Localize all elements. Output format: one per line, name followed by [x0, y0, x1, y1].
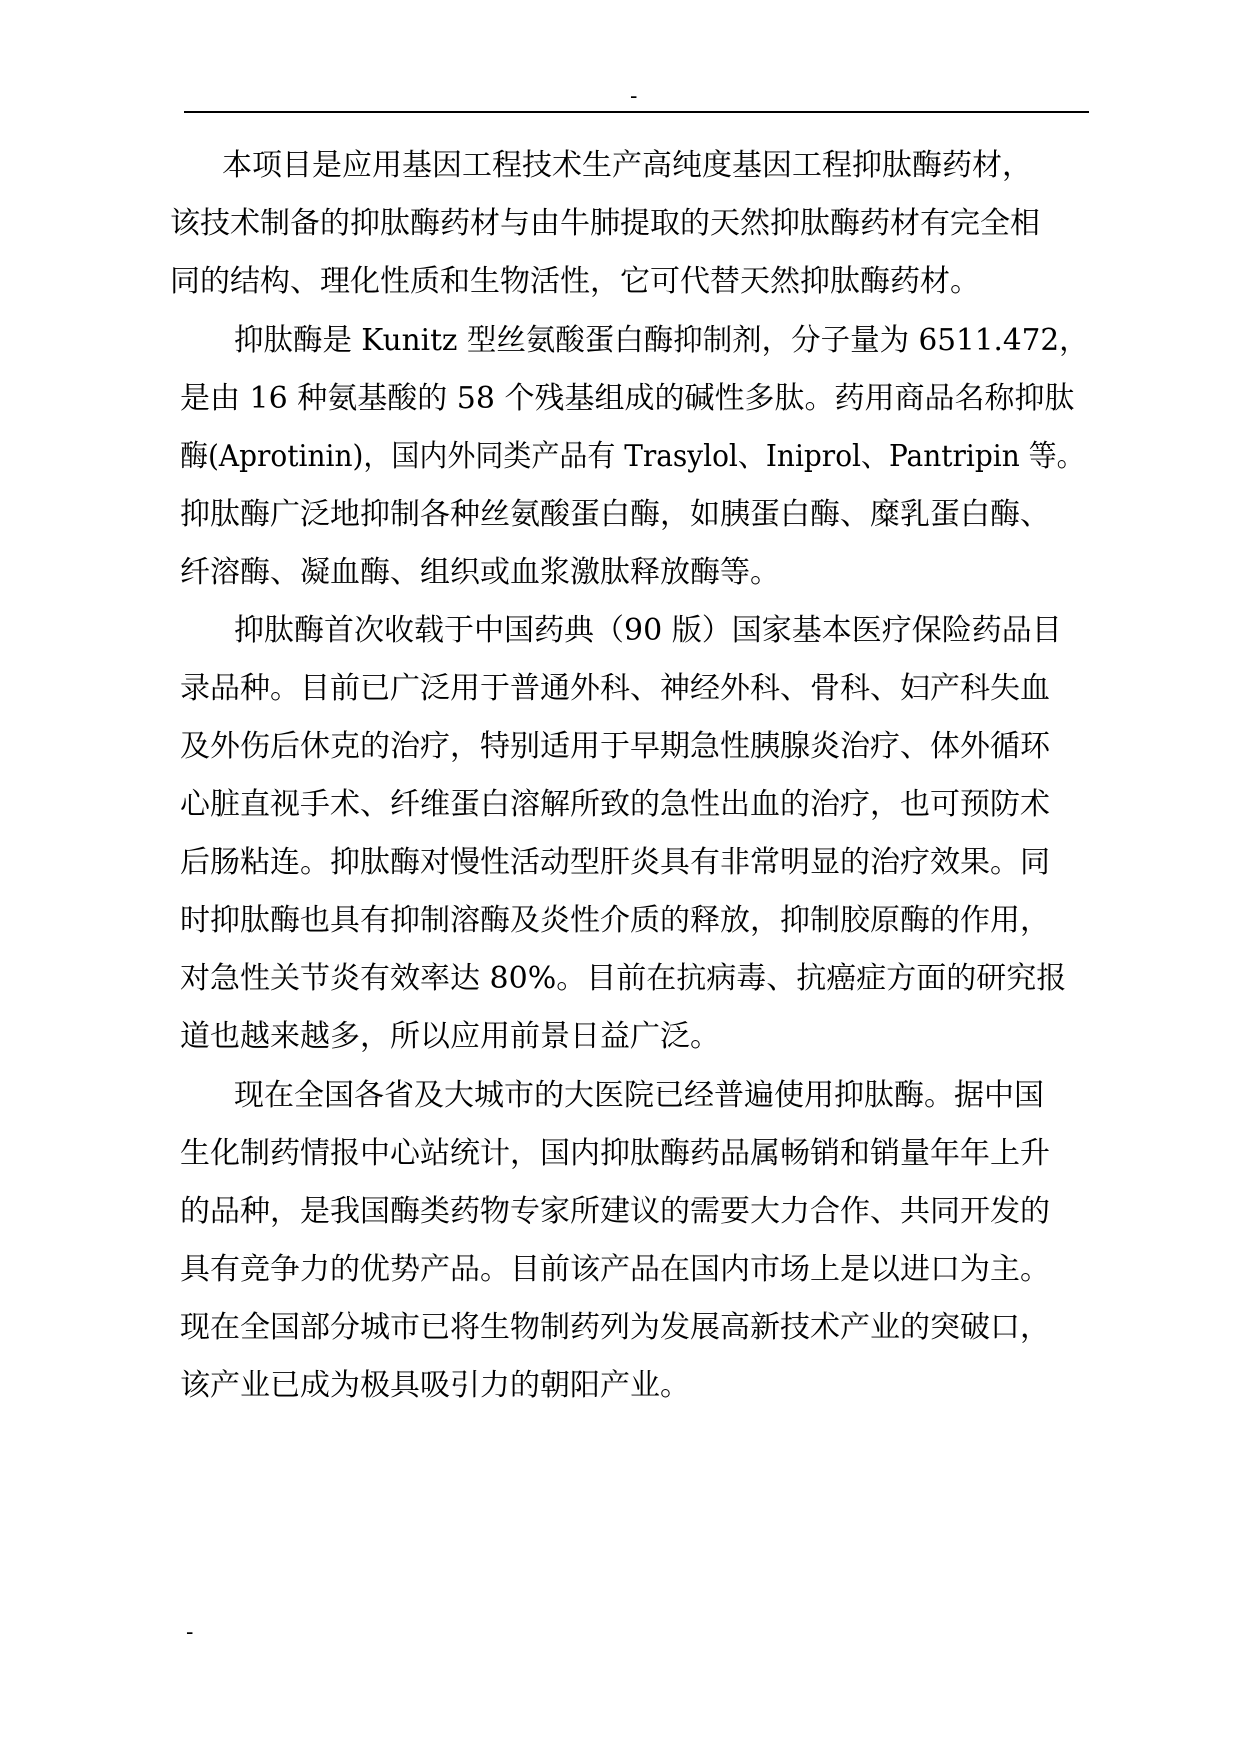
paragraph-2-line-2: 是由 16 种氨基酸的 58 个残基组成的碱性多肽。药用商品名称抑肽: [180, 381, 1075, 416]
paragraph-2-line-3: 酶(Aprotinin)，国内外同类产品有 Trasylol、Iniprol、Pantripin 等。: [180, 439, 1085, 474]
paragraph-4-line-4: 具有竞争力的优势产品。目前该产品在国内市场上是以进口为主。: [180, 1252, 1050, 1287]
paragraph-4-line-3: 的品种，是我国酶类药物专家所建议的需要大力合作、共同开发的: [180, 1194, 1050, 1229]
paragraph-1-line-3: 同的结构、理化性质和生物活性，它可代替天然抑肽酶药材。: [170, 264, 980, 299]
paragraph-3-line-5: 后肠粘连。抑肽酶对慢性活动型肝炎具有非常明显的治疗效果。同: [180, 845, 1050, 880]
paragraph-2-line-5: 纤溶酶、凝血酶、组织或血浆激肽释放酶等。: [180, 555, 780, 590]
footer-mark: -: [186, 1620, 194, 1645]
paragraph-3-line-6: 时抑肽酶也具有抑制溶酶及炎性介质的释放，抑制胶原酶的作用，: [180, 903, 1050, 938]
paragraph-1-line-2: 该技术制备的抑肽酶药材与由牛肺提取的天然抑肽酶药材有完全相: [170, 206, 1040, 241]
paragraph-4-line-5: 现在全国部分城市已将生物制药列为发展高新技术产业的突破口，: [180, 1310, 1050, 1345]
paragraph-3-line-8: 道也越来越多，所以应用前景日益广泛。: [180, 1019, 720, 1054]
header-mark: -: [630, 84, 638, 109]
paragraph-2-line-1: 抑肽酶是 Kunitz 型丝氨酸蛋白酶抑制剂，分子量为 6511.472，: [234, 323, 1089, 358]
paragraph-4-line-6: 该产业已成为极具吸引力的朝阳产业。: [180, 1368, 690, 1403]
paragraph-3-line-1: 抑肽酶首次收载于中国药典（90 版）国家基本医疗保险药品目: [234, 613, 1062, 648]
paragraph-3-line-7: 对急性关节炎有效率达 80%。目前在抗病毒、抗癌症方面的研究报: [180, 961, 1067, 996]
header-rule: [184, 111, 1089, 113]
paragraph-4-line-1: 现在全国各省及大城市的大医院已经普遍使用抑肽酶。据中国: [234, 1078, 1044, 1113]
paragraph-4-line-2: 生化制药情报中心站统计，国内抑肽酶药品属畅销和销量年年上升: [180, 1136, 1050, 1171]
paragraph-3-line-4: 心脏直视手术、纤维蛋白溶解所致的急性出血的治疗，也可预防术: [180, 787, 1050, 822]
paragraph-3-line-2: 录品种。目前已广泛用于普通外科、神经外科、骨科、妇产科失血: [180, 671, 1050, 706]
paragraph-2-line-4: 抑肽酶广泛地抑制各种丝氨酸蛋白酶，如胰蛋白酶、糜乳蛋白酶、: [180, 497, 1050, 532]
paragraph-3-line-3: 及外伤后休克的治疗，特别适用于早期急性胰腺炎治疗、体外循环: [180, 729, 1050, 764]
paragraph-1-line-1: 本项目是应用基因工程技术生产高纯度基因工程抑肽酶药材，: [222, 148, 1032, 183]
